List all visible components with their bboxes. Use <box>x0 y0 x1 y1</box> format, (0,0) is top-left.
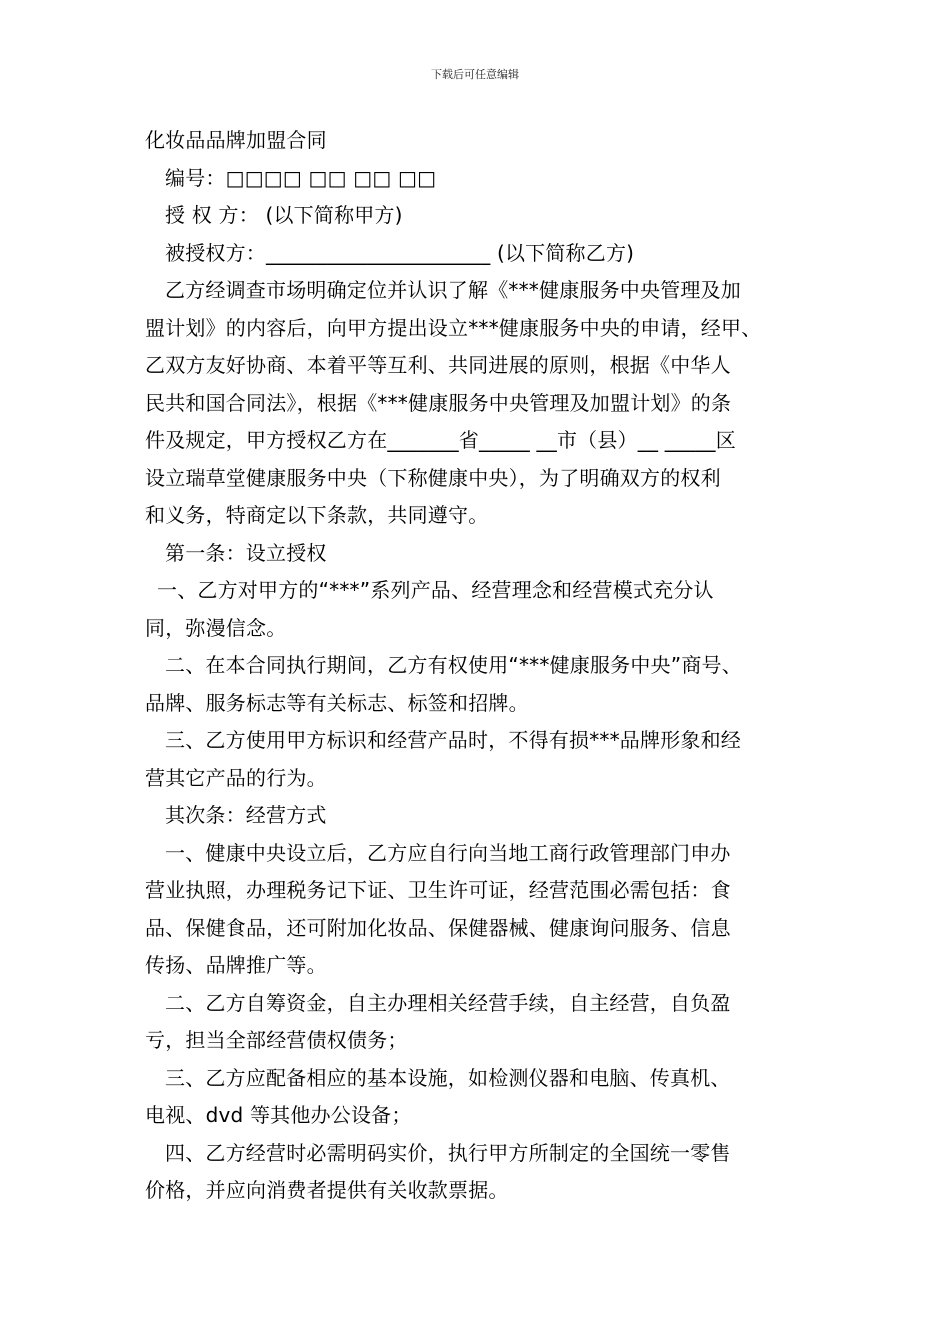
text-line: 民共和国合同法》，根据《***健康服务中央管理及加盟计划》的条 <box>145 390 732 415</box>
text-line: 其次条：经营方式 <box>165 803 327 827</box>
text-line: 同，弥漫信念。 <box>145 615 287 640</box>
text-line: 乙双方友好协商、本着平等互利、共同进展的原则，根据《中华人 <box>145 353 731 377</box>
document-body <box>145 122 825 1210</box>
text-line: 和义务，特商定以下条款，共同遵守。 <box>145 503 489 527</box>
text-line: 价格，并应向消费者提供有关收款票据。 <box>145 1178 509 1202</box>
text-line: 授 权 方： (以下简称甲方) <box>165 203 403 227</box>
text-line: 营其它产品的行为。 <box>145 765 327 790</box>
text-line: 第一条：设立授权 <box>165 540 327 565</box>
text-line: 二、在本合同执行期间，乙方有权使用“***健康服务中央”商号、 <box>165 653 742 677</box>
text-line: 四、乙方经营时必需明码实价，执行甲方所制定的全国统一零售 <box>165 1140 731 1165</box>
text-line: 三、乙方应配备相应的基本设施，如检测仪器和电脑、传真机、 <box>165 1065 731 1090</box>
text-line: 亏，担当全部经营债权债务； <box>145 1028 408 1052</box>
text-line: 营业执照，办理税务记下证、卫生许可证，经营范围必需包括：食 <box>145 878 731 902</box>
text-line: 盟计划》的内容后，向甲方提出设立***健康服务中央的申请，经甲、 <box>145 315 762 340</box>
text-line: 一、乙方对甲方的“***”系列产品、经营理念和经营模式充分认 <box>157 578 714 602</box>
text-line: 电视、dvd 等其他办公设备； <box>145 1103 412 1127</box>
text-line: 品牌、服务标志等有关标志、标签和招牌。 <box>145 690 529 715</box>
text-line: 三、乙方使用甲方标识和经营产品时，不得有损***品牌形象和经 <box>165 728 741 752</box>
text-line: 件及规定，甲方授权乙方在_______省_____ __市（县）__ _____区 <box>145 428 736 452</box>
text-line: 一、健康中央设立后，乙方应自行向当地工商行政管理部门申办 <box>165 840 731 865</box>
text-line: 乙方经调查市场明确定位并认识了解《***健康服务中央管理及加 <box>165 278 741 302</box>
text-line: 被授权方：______________________ (以下简称乙方) <box>165 240 635 265</box>
text-line: 品、保健食品，还可附加化妆品、保健器械、健康询问服务、信息 <box>145 915 731 940</box>
text-line: 设立瑞草堂健康服务中央（下称健康中央），为了明确双方的权利 <box>145 465 721 490</box>
text-line: 二、乙方自筹资金，自主办理相关经营手续，自主经营，自负盈 <box>165 990 731 1015</box>
text-line: 编号：□□□□ □□ □□ □□ <box>165 165 437 190</box>
document-title: 化妆品品牌加盟合同 <box>145 128 327 152</box>
page-header: 下载后可任意编辑 <box>431 68 519 81</box>
text-line: 传扬、品牌推广等。 <box>145 953 327 977</box>
